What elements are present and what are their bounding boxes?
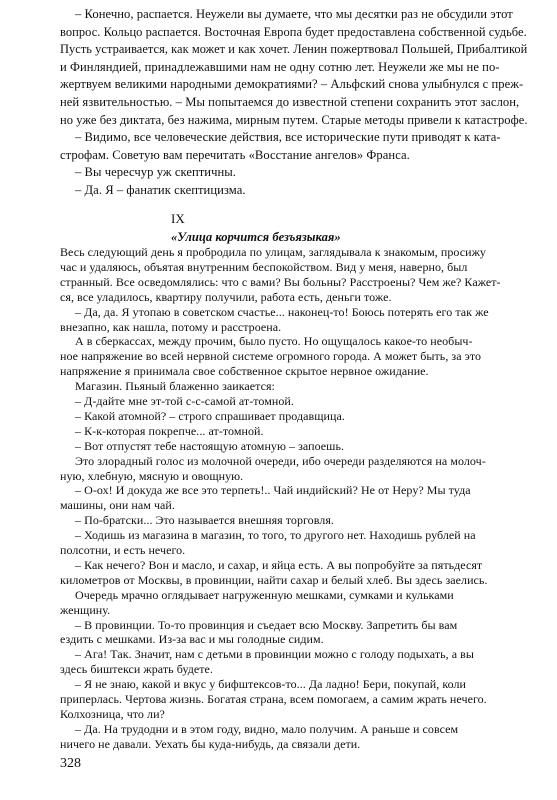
text-line: – Да. Я – фанатик скептицизма. xyxy=(75,183,246,197)
text-line: – Какой атомной? – строго спрашивает продавщица. xyxy=(75,408,345,423)
page-number: 328 xyxy=(60,755,81,771)
text-line: – Да, да. Я утопаю в советском счастье... наконец-то! Боюсь потерять его так же xyxy=(75,304,489,319)
text-line: Колхозница, что ли? xyxy=(60,706,165,721)
text-line: вопрос. Кольцо распается. Восточная Европа будет предоставлена собственной судьбе. xyxy=(60,24,527,39)
text-line: ней язвительностью. – Мы попытаемся до известной степени сохранить этот заслон, xyxy=(60,95,520,109)
text-line: Очередь мрачно оглядывает нагруженную мешками, сумками и кульками xyxy=(75,587,454,602)
text-line: – Вот отпустят тебе настоящую атомную – запоешь. xyxy=(75,438,345,453)
chapter-number: IX xyxy=(171,211,185,226)
text-line: километров от Москвы, в провинции, найти сахар и белый хлеб. Вы здесь заелись. xyxy=(60,572,488,587)
text-line: ся, все уладилось, квартиру получили, работа есть, деньги тоже. xyxy=(60,289,392,304)
text-line: внезапно, как нашла, потому и расстроена. xyxy=(60,319,282,334)
text-line: строфам. Советую вам перечитать «Восстание ангелов» Франса. xyxy=(60,147,410,162)
text-line: машины, они нам чай. xyxy=(60,498,175,513)
text-line: странный. Все осведомлялись: что с вами? Вы больны? Расстроены? Чем же? Кажет- xyxy=(60,274,501,289)
text-line: Магазин. Пьяный блаженно заикается: xyxy=(75,379,275,394)
text-line: – Видимо, все человеческие действия, все исторические пути приводят к ката- xyxy=(75,130,501,145)
text-line: женщину. xyxy=(60,602,111,617)
text-line: – В провинции. То-то провинция и съедает всю Москву. Запретить бы вам xyxy=(75,617,458,632)
text-line: полсотни, и есть нечего. xyxy=(60,543,186,557)
text-line: и Финляндией, принадлежавшими нам не одну сотню лет. Неужели же мы не по- xyxy=(60,59,500,74)
text-line: здесь биштекси жрать будете. xyxy=(60,662,213,677)
text-line: – Ходишь из магазина в магазин, то того, то другого нет. Находишь рублей на xyxy=(75,528,476,543)
text-line: ную, хлебную, мясную и овощную. xyxy=(60,468,244,483)
text-line: – Конечно, распается. Неужели вы думаете, что мы десятки раз не обсудили этот xyxy=(75,7,513,21)
chapter-title: «Улица корчится безъязыкая» xyxy=(171,230,341,244)
text-line: – Вы чересчур уж скептичны. xyxy=(75,165,236,180)
text-line: А в сберкассах, между прочим, было пусто. Но ощущалось какое-то необыч- xyxy=(75,334,473,349)
text-line: ничего не давали. Уехать бы куда-нибудь, да связали дети. xyxy=(60,736,361,751)
text-line: ное напряжение во всей нервной системе огромного города. А может быть, за это xyxy=(60,349,482,364)
text-line: напряжение я принимала свое собственное скрытое нервное ожидание. xyxy=(60,364,429,379)
text-line: жертвуем великими народными демократиями? – Альфский снова улыбнулся с преж- xyxy=(60,77,524,92)
text-line: – О-ох! И докуда же все это терпеть!.. Чай индийский? Не от Неру? Мы туда xyxy=(75,483,471,498)
text-line: но уже без диктата, без нажима, мирным путем. Старые методы привели к катастрофе. xyxy=(60,112,528,127)
text-line: час и удаляюсь, объятая внутренним беспокойством. Вид у меня, наверно, был xyxy=(60,259,468,274)
text-line: – Да. На трудодни и в этом году, видно, мало получим. А раньше и совсем xyxy=(75,721,459,736)
text-line: – Я не знаю, какой и вкус у бифштексов-то... Да ладно! Бери, покупай, коли xyxy=(75,677,467,692)
text-line: – Д-дайте мне эт-той с-с-самой ат-томной. xyxy=(75,394,294,408)
text-line: – К-к-которая покрепче... ат-томной. xyxy=(75,423,264,438)
text-line: – По-братски... Это называется внешняя торговля. xyxy=(75,513,334,528)
text-line: – Как нечего? Вон и масло, и сахар, и яйца есть. А вы попробуйте за пятьдесят xyxy=(75,557,483,572)
text-line: – Ага! Так. Значит, нам с детьми в провинции можно с голоду подыхать, а вы xyxy=(75,647,474,662)
text-line: Пусть устраивается, как может и как хочет. Ленин пожертвовал Польшей, Прибалтикой xyxy=(60,42,528,57)
text-line: приперлась. Чертова жизнь. Богатая страна, всем помогаем, а самим жрать нечего. xyxy=(60,692,487,706)
text-line: Весь следующий день я пробродила по улицам, заглядывала к знакомым, просижу xyxy=(60,245,486,259)
text-line: ездить с мешками. Из-за вас и мы голодные сидим. xyxy=(60,632,324,647)
text-line: Это злорадный голос из молочной очереди, ибо очереди разделяются на молоч- xyxy=(75,453,486,468)
